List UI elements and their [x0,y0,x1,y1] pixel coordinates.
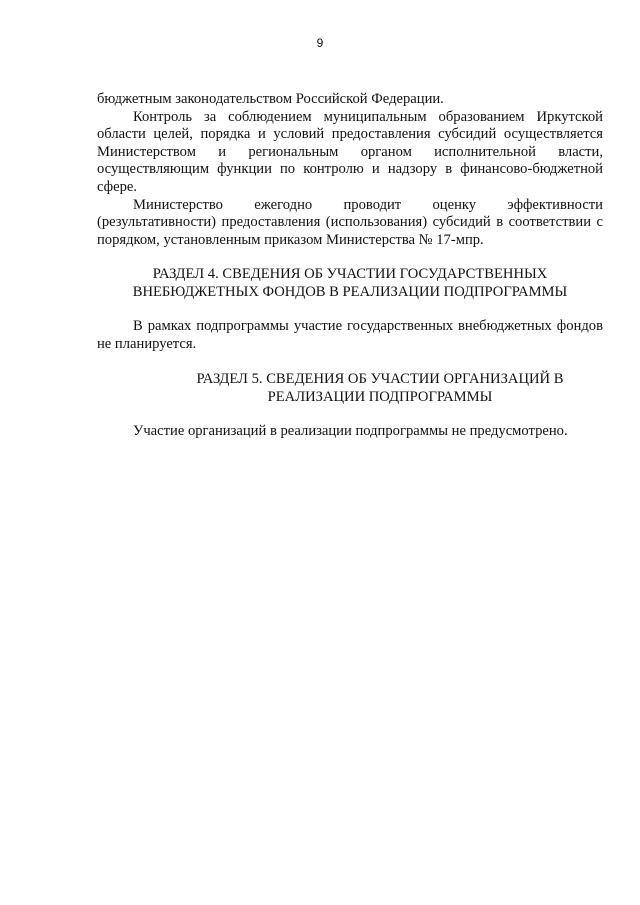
paragraph-budget-legislation: бюджетным законодательством Российской Федерации. [97,91,444,107]
section5-body [97,423,603,441]
top-text-block [97,91,603,249]
page-number: 9 [316,36,324,50]
section4-heading: РАЗДЕЛ 4. СВЕДЕНИЯ ОБ УЧАСТИИ ГОСУДАРСТВЕННЫХ ВНЕБЮДЖЕТНЫХ ФОНДОВ В РЕАЛИЗАЦИИ ПОДПРОГРАММЫ [132,266,568,300]
section4-paragraph: В рамках подпрограммы участие государственных внебюджетных фондов не планируется. [97,318,603,352]
paragraph-effectiveness: Министерство ежегодно проводит оценку эффективности (результативности) предоставления (использования) субсидий в соответствии с порядком, установленным приказом Министерства № 17-мпр. [97,196,603,248]
section4-body [97,318,603,353]
section5-heading: РАЗДЕЛ 5. СВЕДЕНИЯ ОБ УЧАСТИИ ОРГАНИЗАЦИЙ В РЕАЛИЗАЦИИ ПОДПРОГРАММЫ [196,371,564,405]
paragraph-control: Контроль за соблюдением муниципальным образованием Иркутской области целей, порядка и условий предоставления субсидий осуществляется Министерством и региональным органом исполнительной власти, осуществляющим функции по контролю и надзору в финансово-бюджетной сфере. [97,108,603,195]
section5-paragraph: Участие организаций в реализации подпрограммы не предусмотрено. [133,423,568,439]
